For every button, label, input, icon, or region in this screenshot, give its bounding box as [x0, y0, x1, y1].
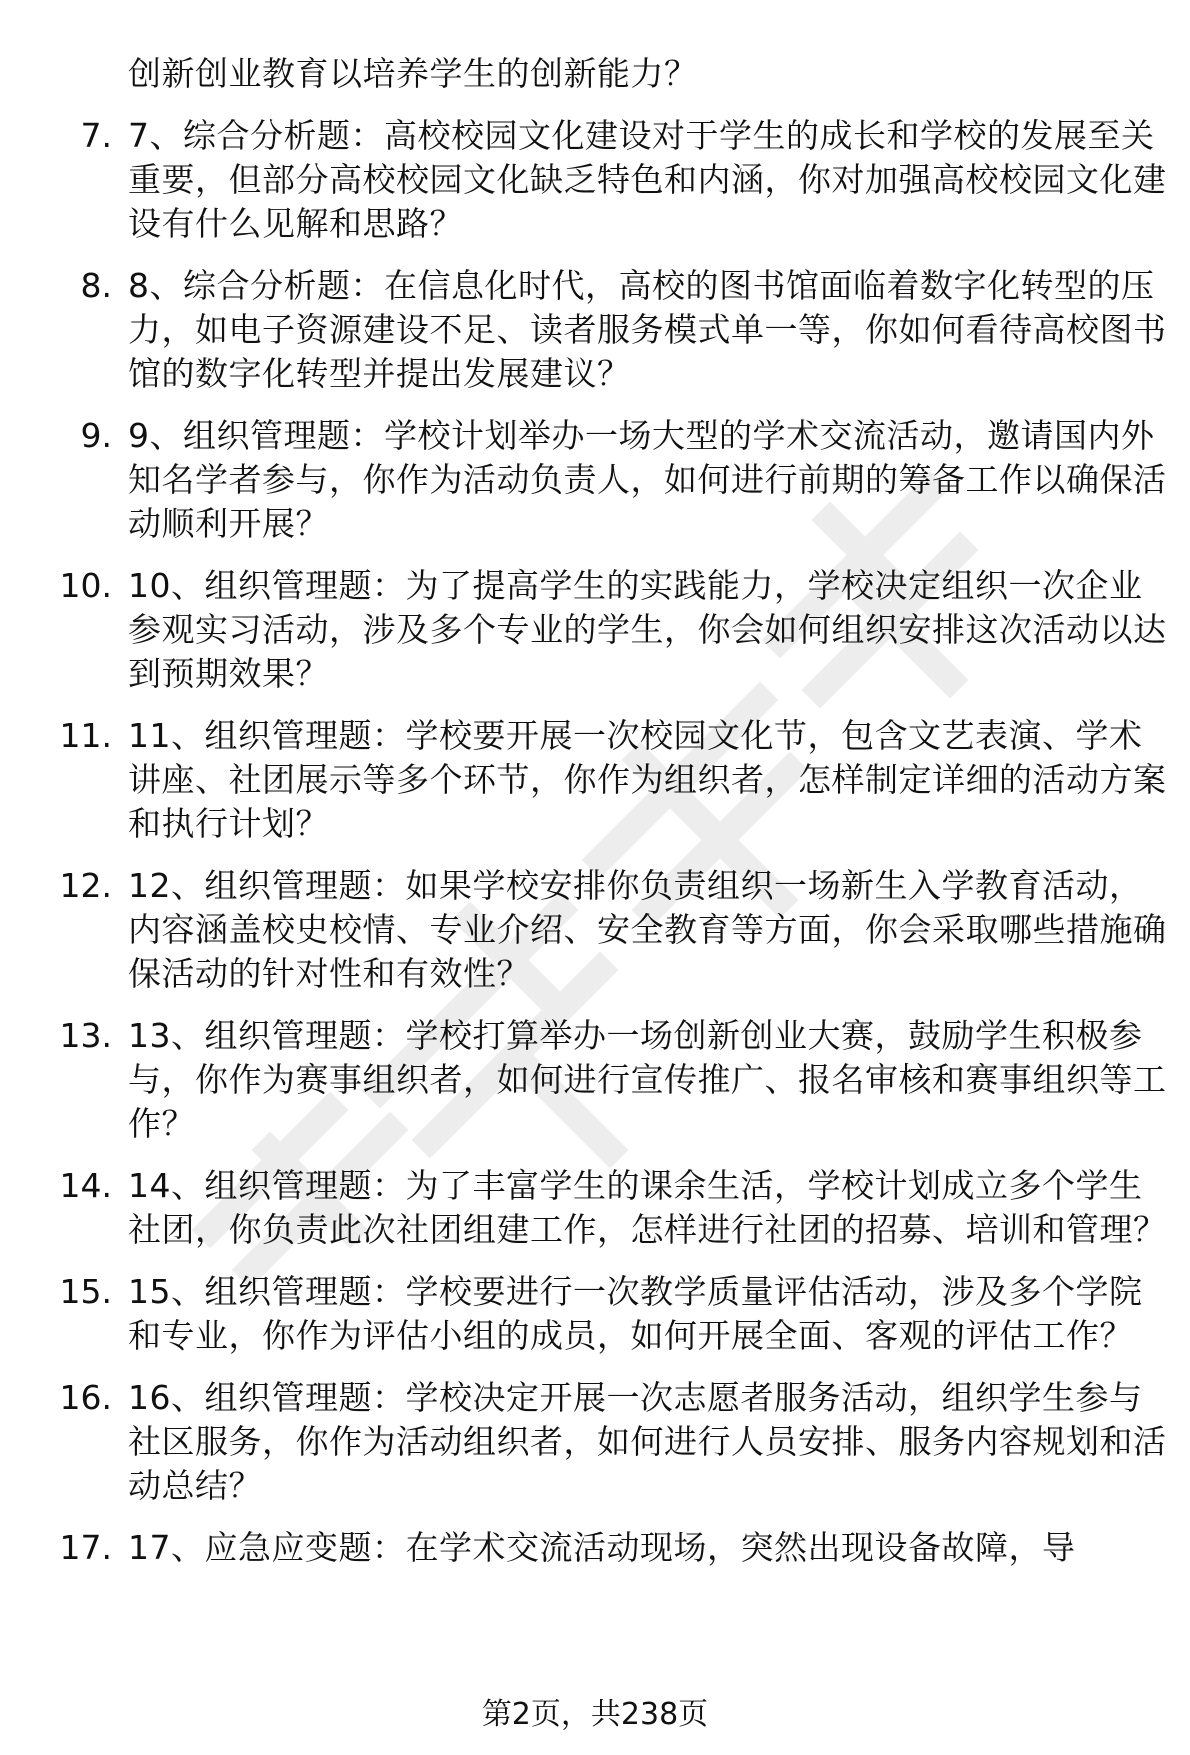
list-item	[0, 1164, 1190, 1252]
item-number: 13.	[59, 1016, 112, 1055]
item-number: 11.	[59, 716, 112, 755]
list-item	[0, 414, 1190, 546]
item-number: 12.	[59, 866, 112, 905]
list-item	[0, 714, 1190, 846]
item-number: 16.	[59, 1378, 112, 1417]
item-number: 14.	[59, 1166, 112, 1205]
list-item	[0, 114, 1190, 246]
item-number: 10.	[59, 566, 112, 605]
item-text: 11、组织管理题：学校要开展一次校园文化节，包含文艺表演、学术讲座、社团展示等多个环节，你作为组织者，怎样制定详细的活动方案和执行计划？	[128, 716, 1167, 843]
question-list	[0, 114, 1190, 1588]
list-item	[0, 1014, 1190, 1146]
item-number: 9.	[80, 416, 112, 455]
item-number: 15.	[59, 1272, 112, 1311]
page-footer: 第2页，共238页	[481, 1697, 709, 1732]
item-text: 7、综合分析题：高校校园文化建设对于学生的成长和学校的发展至关重要，但部分高校校园文化缺乏特色和内涵，你对加强高校校园文化建设有什么见解和思路？	[128, 116, 1167, 243]
item-text: 17、应急应变题：在学术交流活动现场，突然出现设备故障，导	[128, 1528, 1076, 1567]
item-text: 9、组织管理题：学校计划举办一场大型的学术交流活动，邀请国内外知名学者参与，你作为活动负责人，如何进行前期的筹备工作以确保活动顺利开展？	[128, 416, 1167, 543]
item-text: 13、组织管理题：学校打算举办一场创新创业大赛，鼓励学生积极参与，你作为赛事组织者，如何进行宣传推广、报名审核和赛事组织等工作？	[128, 1016, 1167, 1143]
list-item	[0, 264, 1190, 396]
continuation-text: 创新创业教育以培养学生的创新能力？	[128, 54, 698, 93]
item-number: 17.	[59, 1528, 112, 1567]
list-item	[0, 1270, 1190, 1358]
item-number: 7.	[80, 116, 112, 155]
item-text: 16、组织管理题：学校决定开展一次志愿者服务活动，组织学生参与社区服务，你作为活动组织者，如何进行人员安排、服务内容规划和活动总结？	[128, 1378, 1167, 1505]
item-text: 8、综合分析题：在信息化时代，高校的图书馆面临着数字化转型的压力，如电子资源建设不足、读者服务模式单一等，你如何看待高校图书馆的数字化转型并提出发展建议？	[128, 266, 1167, 393]
item-text: 12、组织管理题：如果学校安排你负责组织一场新生入学教育活动，内容涵盖校史校情、专业介绍、安全教育等方面，你会采取哪些措施确保活动的针对性和有效性？	[128, 866, 1167, 993]
continuation-line	[0, 52, 1190, 96]
item-number: 8.	[80, 266, 112, 305]
list-item	[0, 564, 1190, 696]
item-text: 15、组织管理题：学校要进行一次教学质量评估活动，涉及多个学院和专业，你作为评估小组的成员，如何开展全面、客观的评估工作？	[128, 1272, 1143, 1355]
item-text: 14、组织管理题：为了丰富学生的课余生活，学校计划成立多个学生社团，你负责此次社团组建工作，怎样进行社团的招募、培训和管理？	[128, 1166, 1167, 1249]
list-item	[0, 1376, 1190, 1508]
list-item	[0, 1526, 1190, 1570]
item-text: 10、组织管理题：为了提高学生的实践能力，学校决定组织一次企业参观实习活动，涉及多个专业的学生，你会如何组织安排这次活动以达到预期效果？	[128, 566, 1167, 693]
list-item	[0, 864, 1190, 996]
